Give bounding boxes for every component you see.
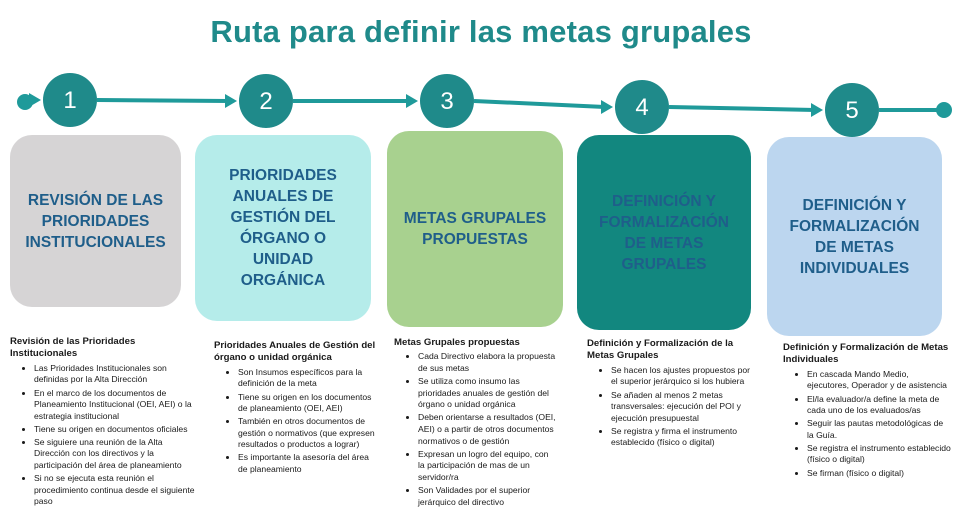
list-item: • Seguir las pautas metodológicas de la Guía. [807,418,951,441]
step-card-label: REVISIÓN DE LAS PRIORIDADES INSTITUCIONALES [25,191,166,251]
step-card-3 [387,131,563,327]
step-description-5 [783,342,951,481]
step-circle-1 [43,73,97,127]
step-description-title: Prioridades Anuales de Gestión del órgano o unidad orgánica [214,340,376,364]
step-bullet-list [394,351,556,508]
page-title: Ruta para definir las metas grupales [210,14,752,49]
list-item: • Es importante la asesoría del área de planeamiento [238,452,376,475]
step-card-label: PRIORIDADES ANUALES DE GESTIÓN DEL ÓRGANO O UNIDAD ORGÁNICA [229,167,337,289]
list-item: • Se registra el instrumento establecido (físico o digital) [807,443,951,466]
list-item: • También en otros documentos de gestión o normativos (que expresen resultados o productos a lograr) [238,416,376,451]
step-bullet-list [587,365,757,449]
list-item: • Tiene su origen en documentos oficiales [34,424,200,436]
step-description-1 [10,336,200,509]
step-card-5 [767,137,942,336]
timeline-end-dot [936,102,952,118]
step-card-label: DEFINICIÓN Y FORMALIZACIÓN DE METAS GRUPALES [598,192,729,273]
list-item: • Deben orientarse a resultados (OEI, AEI) o a partir de otros documentos normativos o de gestión [418,412,556,447]
step-circles [43,73,879,137]
step-number: 2 [259,88,273,115]
list-item: • Se añaden al menos 2 metas transversales: ejecución del POI y ejecución presupuestal [611,390,757,425]
step-card-label: DEFINICIÓN Y FORMALIZACIÓN DE METAS INDIVIDUALES [789,196,920,277]
arrow-head-icon [406,94,418,108]
step-circle-5 [825,83,879,137]
step-card-label: METAS GRUPALES PROPUESTAS [403,210,547,248]
list-item: • En el marco de los documentos de Planeamiento Institucional (OEI, AEI) o la estrategia institucional [34,388,200,423]
timeline-connector [474,101,605,107]
step-card-1 [10,135,181,307]
step-number: 4 [635,94,649,121]
timeline-connector [669,107,815,110]
timeline [0,0,962,140]
timeline-connector [97,100,229,101]
list-item: • Se utiliza como insumo las prioridades anuales de gestión del órgano o unidad orgánica [418,376,556,411]
timeline-connectors [17,93,952,118]
step-description-title: Metas Grupales propuestas [394,337,520,348]
step-description-2 [214,340,376,477]
list-item: • Son Insumos específicos para la definición de la meta [238,367,376,390]
step-number: 5 [845,97,859,124]
list-item: • Se registra y firma el instrumento establecido (físico o digital) [611,426,757,449]
step-description-title: Definición y Formalización de la Metas Grupales [587,338,734,362]
step-circle-3 [420,74,474,128]
arrow-head-icon [29,93,41,107]
arrow-head-icon [811,103,823,117]
step-circle-4 [615,80,669,134]
list-item: • Se hacen los ajustes propuestos por el superior jerárquico si los hubiera [611,365,757,388]
step-circle-2 [239,74,293,128]
list-item: • Si no se ejecuta esta reunión el procedimiento continua desde el siguiente paso [34,473,200,508]
step-card-4 [577,135,751,330]
step-card-2 [195,135,371,321]
step-bullet-list [10,363,200,508]
list-item: • Se firman (físico o digital) [807,468,951,480]
list-item: • En cascada Mando Medio, ejecutores, Operador y de asistencia [807,369,951,392]
list-item: • Expresan un logro del equipo, con la participación de mas de un servidor/ra [418,449,556,484]
step-description-3 [394,337,556,510]
arrow-head-icon [601,100,613,114]
arrow-head-icon [225,94,237,108]
step-bullet-list [783,369,951,479]
list-item: • El/la evaluador/a define la meta de cada uno de los evaluados/as [807,394,951,417]
list-item: • Se siguiere una reunión de la Alta Dirección con los directivos y la participación del área de planeamiento [34,437,200,472]
list-item: • Son Validades por el superior jerárquico del directivo [418,485,556,508]
step-number: 1 [63,87,77,114]
step-description-title: Revisión de las Prioridades Institucionales [10,336,136,360]
list-item: • Las Prioridades Institucionales son definidas por la Alta Dirección [34,363,200,386]
list-item: • Cada Directivo elabora la propuesta de sus metas [418,351,556,374]
step-description-title: Definición y Formalización de Metas Individuales [783,342,949,366]
step-bullet-list [214,367,376,476]
list-item: • Tiene su origen en los documentos de planeamiento (OEI, AEI) [238,392,376,415]
step-number: 3 [440,88,454,115]
step-description-4 [587,338,757,450]
